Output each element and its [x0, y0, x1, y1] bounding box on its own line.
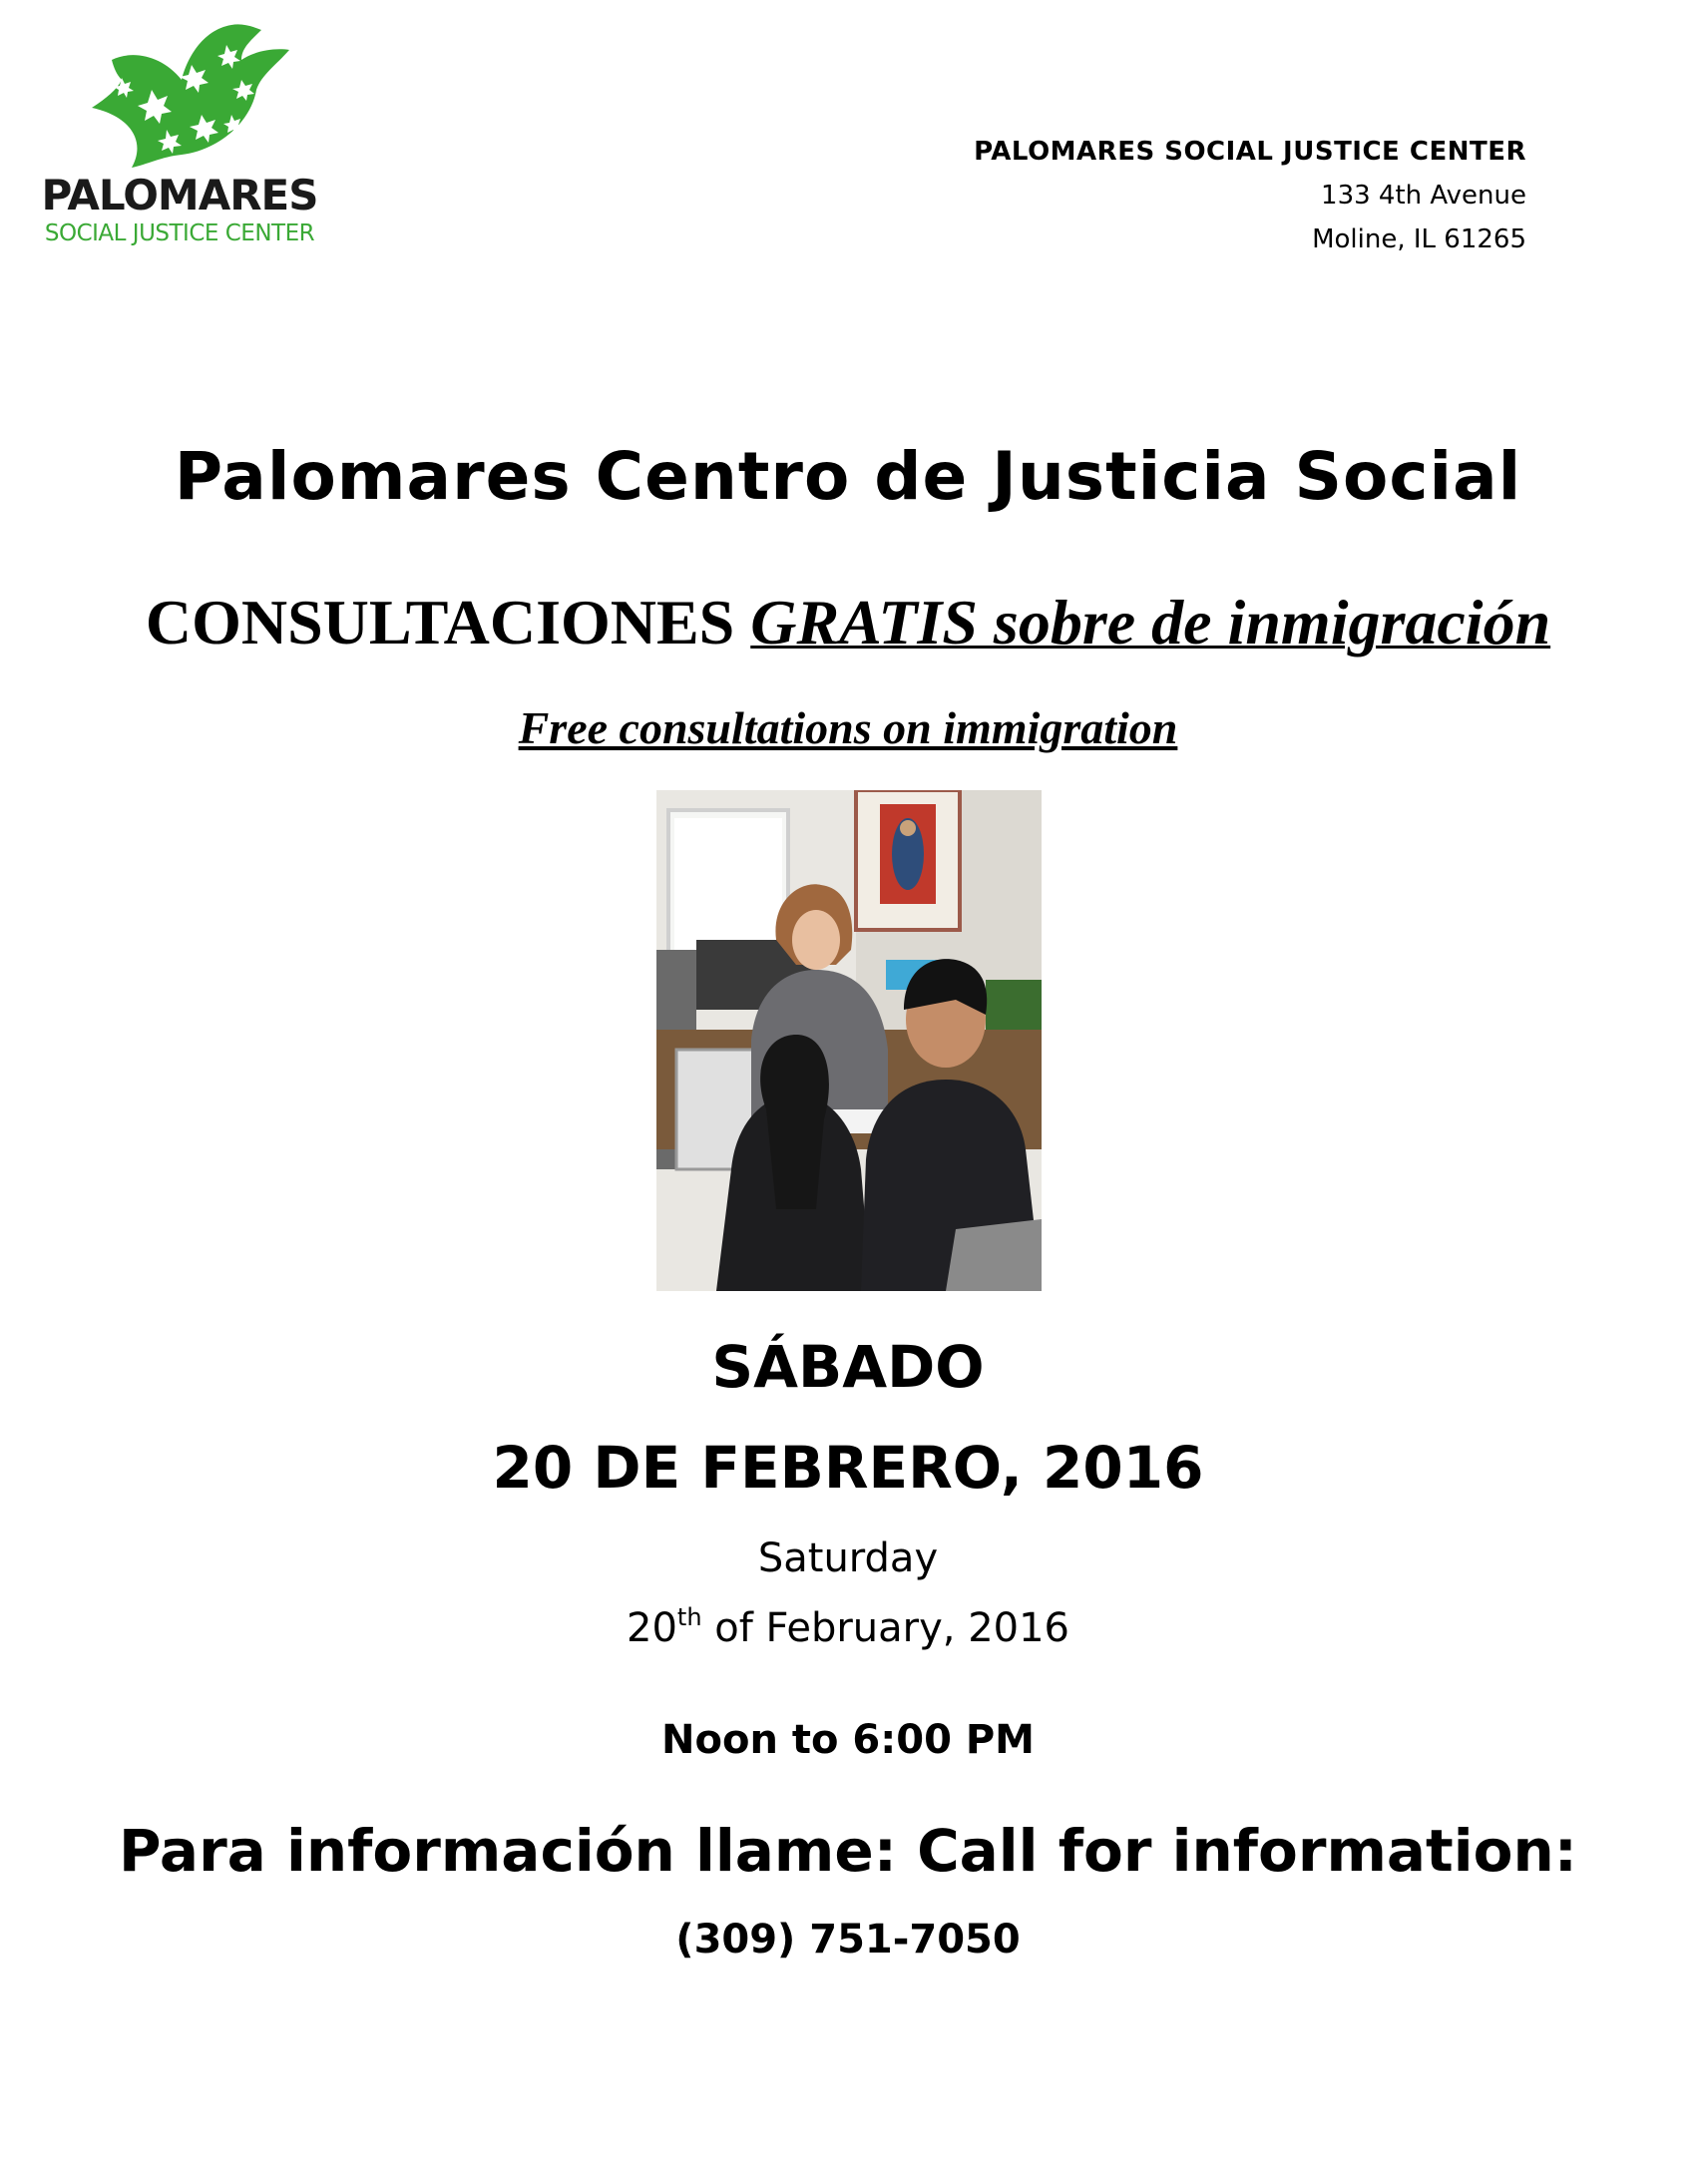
- date-ordinal-suffix: th: [676, 1603, 702, 1631]
- phone-number: (309) 751-7050: [675, 1917, 1021, 1963]
- date-remainder: of February, 2016: [701, 1605, 1069, 1651]
- subtitle-emphasis: GRATIS sobre de inmigración: [750, 587, 1551, 657]
- page-subtitle: [0, 585, 1696, 660]
- event-date-english: [0, 1602, 1696, 1654]
- call-for-information: Para información llame: Call for information:: [118, 1817, 1577, 1885]
- subtitle-plain: CONSULTACIONES: [145, 587, 751, 657]
- page-title: Palomares Centro de Justicia Social: [174, 438, 1522, 515]
- dove-icon: [92, 20, 291, 170]
- event-day-spanish: SÁBADO: [711, 1333, 985, 1401]
- address-city: Moline, IL 61265: [1312, 224, 1526, 254]
- date-day-number: 20: [627, 1605, 677, 1651]
- logo-subtitle: SOCIAL JUSTICE CENTER: [44, 220, 315, 246]
- event-time: Noon to 6:00 PM: [661, 1717, 1035, 1763]
- english-subtitle: Free consultations on immigration: [518, 702, 1178, 753]
- organization-logo: [30, 20, 329, 249]
- logo-name: PALOMARES: [41, 171, 318, 219]
- address-organization: PALOMARES SOCIAL JUSTICE CENTER: [974, 137, 1526, 167]
- event-day-english: Saturday: [757, 1535, 939, 1581]
- event-date-spanish: 20 DE FEBRERO, 2016: [492, 1434, 1204, 1502]
- address-street: 133 4th Avenue: [1321, 181, 1526, 211]
- consultation-photo: [656, 790, 1042, 1291]
- address-block: [974, 130, 1526, 261]
